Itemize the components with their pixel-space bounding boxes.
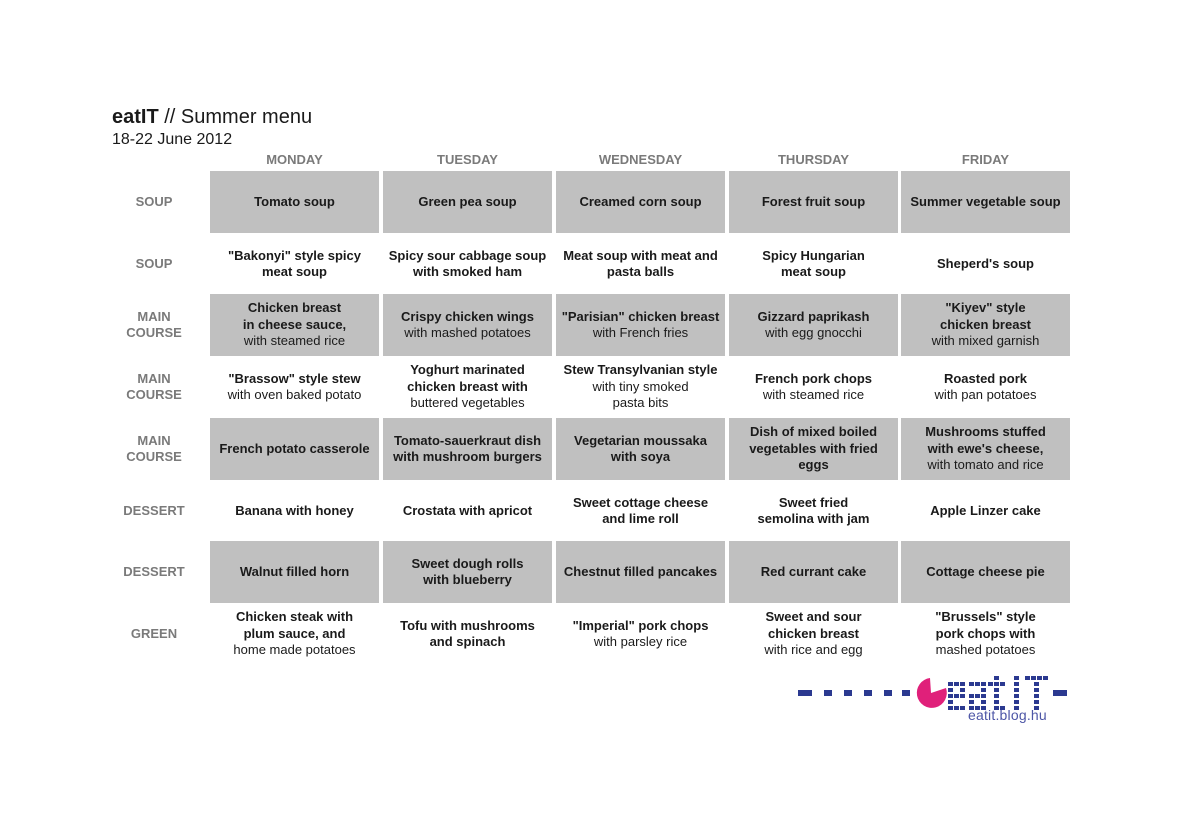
dish-name: pasta balls [606, 264, 675, 279]
dish-side: mashed potatoes [935, 642, 1036, 658]
dish-name: Meat soup with meat and [563, 247, 718, 263]
menu-cell [383, 603, 552, 665]
dish-name: Crostata with apricot [402, 502, 533, 518]
menu-cell [556, 603, 725, 665]
menu-cell [901, 294, 1070, 356]
dish-name: "Parisian" chicken breast [561, 308, 720, 324]
row-label-line: GREEN [130, 626, 178, 641]
dish-name: Creamed corn soup [579, 193, 702, 209]
dish-side: with egg gnocchi [765, 325, 862, 340]
day-header-wednesday: WEDNESDAY [598, 152, 683, 167]
dish-side: with parsley rice [593, 634, 688, 649]
dish-name: Green pea soup [418, 193, 517, 209]
row-label [112, 171, 196, 233]
menu-cell [210, 233, 379, 295]
menu-cell [210, 171, 379, 233]
menu-cell [210, 294, 379, 356]
dish-name: Sheperd's soup [937, 255, 1034, 271]
dish-name: Chicken steak with [235, 609, 354, 625]
day-header-thursday: THURSDAY [777, 152, 850, 167]
dish-name: Stew Transylvanian style [563, 362, 718, 378]
menu-cell [210, 480, 379, 542]
menu-cell [729, 233, 898, 295]
dish-name: and lime roll [602, 511, 679, 526]
menu-cell [556, 171, 725, 233]
dish-name: Apple Linzer cake [930, 502, 1041, 518]
dish-name: Chestnut filled pancakes [563, 563, 718, 579]
menu-cell [556, 233, 725, 295]
dish-side: pasta bits [612, 395, 669, 411]
menu-cell [901, 418, 1070, 480]
dish-name: with blueberry [423, 572, 512, 587]
menu-cell [383, 233, 552, 295]
dish-name: Vegetarian moussaka [574, 432, 707, 448]
dish-name: Chicken breast [247, 300, 342, 316]
row-label [112, 294, 196, 356]
row-label-line: COURSE [126, 325, 182, 340]
dish-name: chicken breast [939, 316, 1032, 332]
dish-name: Dish of mixed boiled [749, 424, 878, 440]
dish-name: Tomato soup [254, 193, 335, 209]
menu-cell [556, 294, 725, 356]
dish-name: pork chops with [935, 625, 1036, 641]
dish-name: Yoghurt marinated [410, 362, 525, 378]
menu-cell [383, 294, 552, 356]
dish-side: with mixed garnish [931, 333, 1040, 349]
menu-cell [729, 603, 898, 665]
dish-name: "Brassow" style stew [228, 370, 361, 386]
menu-cell [383, 171, 552, 233]
row-label [112, 541, 196, 603]
menu-cell [210, 541, 379, 603]
menu-cell [556, 418, 725, 480]
menu-cell [901, 356, 1070, 418]
dish-side: buttered vegetables [410, 395, 525, 411]
row-label [112, 418, 196, 480]
dish-name: Walnut filled horn [239, 563, 350, 579]
dish-side: with mashed potatoes [404, 325, 531, 340]
dish-side: with rice and egg [764, 642, 863, 658]
menu-cell [901, 603, 1070, 665]
day-header-friday: FRIDAY [961, 152, 1010, 167]
row-label-line: MAIN [137, 309, 171, 324]
row-label-line: COURSE [126, 449, 182, 464]
menu-cell [556, 356, 725, 418]
dish-name: Sweet cottage cheese [572, 494, 709, 510]
dish-name: with ewe's cheese, [927, 440, 1044, 456]
dish-name: Spicy sour cabbage soup [388, 247, 547, 263]
dish-name: with soya [610, 449, 671, 464]
day-header-monday: MONDAY [266, 152, 323, 167]
dish-name: Red currant cake [760, 563, 867, 579]
dish-name: Sweet and sour [765, 609, 862, 625]
menu-cell [556, 480, 725, 542]
dish-side: home made potatoes [233, 642, 356, 658]
dish-name: Sweet dough rolls [411, 555, 524, 571]
menu-cell [383, 541, 552, 603]
row-label-line: SOUP [135, 194, 173, 209]
dish-side: with French fries [592, 325, 689, 340]
dish-side: with oven baked potato [227, 387, 362, 402]
menu-cell [729, 541, 898, 603]
row-label [112, 233, 196, 295]
dish-name: plum sauce, and [243, 625, 346, 641]
menu-cell [210, 603, 379, 665]
menu-cell [901, 233, 1070, 295]
dish-side: with steamed rice [243, 333, 346, 349]
menu-cell [901, 171, 1070, 233]
dish-name: Spicy Hungarian [762, 247, 865, 263]
dish-name: meat soup [780, 264, 846, 279]
menu-cell [556, 541, 725, 603]
dish-name: Summer vegetable soup [910, 193, 1061, 209]
dish-name: "Kiyev" style [945, 300, 1026, 316]
dish-name: "Brussels" style [935, 609, 1036, 625]
title-block [112, 105, 312, 150]
row-label [112, 480, 196, 542]
dish-name: chicken breast with [407, 378, 528, 394]
menu-cell [210, 356, 379, 418]
row-label-line: SOUP [135, 256, 173, 271]
dish-name: and spinach [429, 634, 506, 649]
dish-name: Mushrooms stuffed [925, 424, 1046, 440]
pacman-icon [917, 678, 947, 708]
brand-name: eatIT [112, 106, 159, 128]
row-label-line: MAIN [137, 371, 171, 386]
row-label [112, 356, 196, 418]
dish-name: Banana with honey [235, 502, 354, 518]
dish-name: Cottage cheese pie [926, 563, 1045, 579]
logo-letters [948, 676, 1048, 710]
dish-name: Sweet fried [778, 494, 849, 510]
menu-title: // Summer menu [158, 106, 313, 128]
dish-name: chicken breast [767, 625, 860, 641]
row-label-line: COURSE [126, 387, 182, 402]
dish-name: "Bakonyi" style spicy [228, 247, 361, 263]
dish-name: vegetables with fried eggs [749, 440, 878, 473]
menu-cell [383, 356, 552, 418]
menu-cell [729, 356, 898, 418]
menu-cell [729, 480, 898, 542]
logo-url: eatit.blog.hu [968, 707, 1047, 723]
dish-name: French pork chops [754, 370, 873, 386]
dish-name: with mushroom burgers [393, 449, 542, 464]
dish-name: semolina with jam [757, 511, 870, 526]
dish-name: Tofu with mushrooms [400, 617, 535, 633]
menu-cell [729, 294, 898, 356]
dish-name: in cheese sauce, [242, 316, 347, 332]
dish-name: with smoked ham [412, 264, 523, 279]
menu-cell [729, 418, 898, 480]
row-label [112, 603, 196, 665]
dish-name: Tomato-sauerkraut dish [393, 432, 542, 448]
menu-cell [383, 480, 552, 542]
dish-side: with tiny smoked [592, 378, 689, 394]
dish-name: "Imperial" pork chops [572, 617, 709, 633]
dish-name: meat soup [261, 264, 327, 279]
page-title [112, 105, 312, 129]
menu-cell [901, 480, 1070, 542]
dish-side: with tomato and rice [927, 457, 1044, 473]
dish-name: Roasted pork [943, 370, 1028, 386]
dish-name: Forest fruit soup [761, 193, 866, 209]
day-header-tuesday: TUESDAY [437, 152, 498, 167]
row-label-line: DESSERT [123, 564, 185, 579]
dish-name: Crispy chicken wings [401, 308, 534, 324]
dish-side: with pan potatoes [934, 387, 1037, 402]
dish-name: French potato casserole [219, 440, 370, 456]
menu-cell [901, 541, 1070, 603]
dish-name: Gizzard paprikash [757, 308, 870, 324]
dish-side: with steamed rice [762, 387, 865, 402]
menu-cell [383, 418, 552, 480]
date-range: 18-22 June 2012 [112, 131, 233, 148]
row-label-line: DESSERT [123, 503, 185, 518]
row-label-line: MAIN [137, 433, 171, 448]
menu-cell [729, 171, 898, 233]
menu-cell [210, 418, 379, 480]
